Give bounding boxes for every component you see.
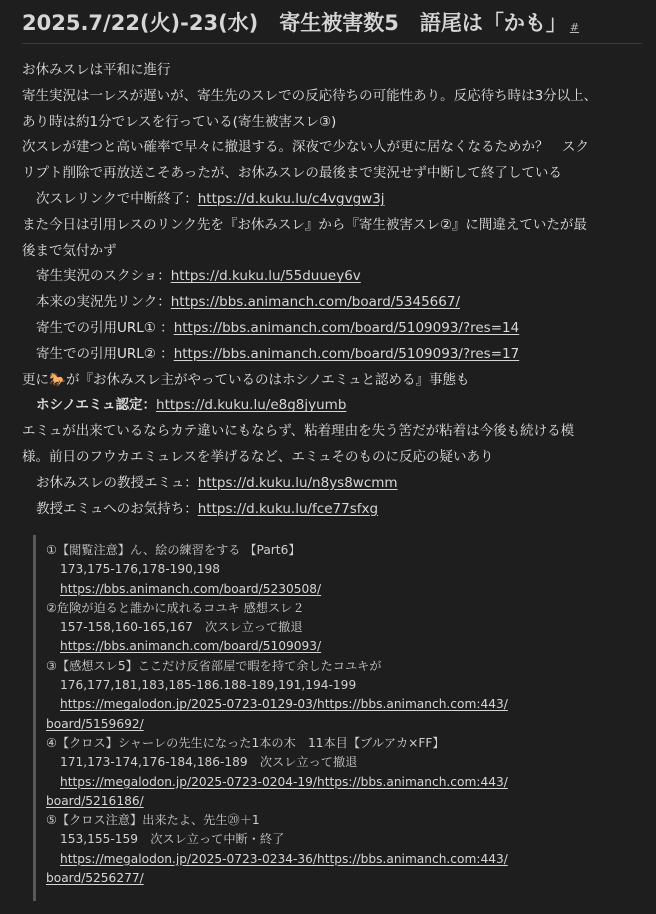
body-line: また今日は引用レスのリンク先を『お休みスレ』から『寄生被害スレ②』に間違えていたが最 <box>22 216 587 233</box>
body-line: あり時は約1分でレスを行っている(寄生被害スレ③) <box>22 113 337 130</box>
hoshino-emu-label: ホシノエミュ認定： <box>36 397 157 414</box>
professor-emu-link[interactable]: https://d.kuku.lu/n8ys8wcmm <box>197 474 398 491</box>
quote-url-1-link[interactable]: https://bbs.animanch.com/board/5109093/?res=14 <box>173 319 520 336</box>
thread-3-title: ③【感想スレ5】ここだけ反省部屋で暇を持て余したコユキが <box>46 658 382 673</box>
thread-4-link[interactable]: https://megalodon.jp/2025-0723-0204-19/https://bbs.animanch.com:443/ <box>60 774 508 789</box>
permalink-anchor[interactable]: # <box>569 21 580 34</box>
professor-emu-label: お休みスレの教授エミュ： <box>36 474 198 491</box>
thread-2-title: ②危険が迫ると誰かに成れるコユキ 感想スレ２ <box>46 600 305 615</box>
body-line: 次スレが建つと高い確率で早々に撤退する。深夜で少ない人が更に居なくなるためか？ スク <box>22 139 589 156</box>
quote-url-2-row <box>22 342 638 368</box>
thread-5-link-cont[interactable]: board/5256277/ <box>46 871 144 886</box>
thread-4-res-numbers: 171,173-174,176-184,186-189 次スレ立って撤退 <box>60 755 358 770</box>
original-thread-link[interactable]: https://bbs.animanch.com/board/5345667/ <box>170 294 461 311</box>
body-line-suffix: が『お休みスレ主がやっているのはホシノエミュと認める』事態も <box>66 371 470 388</box>
next-thread-link[interactable]: https://d.kuku.lu/c4vgvgw3j <box>197 190 385 207</box>
thread-5-res-numbers: 153,155-159 次スレ立って中断・終了 <box>60 832 285 847</box>
body-line: エミュが出来ているならカテ違いにもならず、粘着理由を失う筈だが粘着は今後も続ける模 <box>22 423 575 440</box>
victim-threads-blockquote <box>33 535 633 901</box>
thread-1-title: ①【閲覧注意】ん、絵の練習をする 【Part6】 <box>46 543 301 557</box>
hoshino-emu-row <box>22 393 638 419</box>
next-thread-row <box>22 187 638 213</box>
body-line: 後まで気付かず <box>22 242 117 259</box>
screenshot-row <box>22 264 638 290</box>
professor-emu-row <box>22 471 638 497</box>
horse-icon: 🐎 <box>49 371 66 388</box>
quote-url-1-label: 寄生での引用URL① ： <box>36 319 174 336</box>
thread-3-res-numbers: 176,177,181,183,185-186.188-189,191,194-199 <box>60 678 357 693</box>
feelings-row <box>22 497 638 523</box>
thread-2-res-numbers: 157-158,160-165,167 次スレ立って撤退 <box>60 620 303 635</box>
body-line: 様。前日のフウカエミュレスを挙げるなど、エミュそのものに反応の疑いあり <box>22 448 494 465</box>
quote-url-2-link[interactable]: https://bbs.animanch.com/board/5109093/?res=17 <box>173 345 520 362</box>
original-thread-row <box>22 290 638 316</box>
thread-5-link[interactable]: https://megalodon.jp/2025-0723-0234-36/https://bbs.animanch.com:443/ <box>60 851 508 866</box>
body-line <box>22 368 638 394</box>
page-title-text: 2025.7/22(火)-23(水) 寄生被害数5 語尾は「かも」 <box>22 11 567 35</box>
hoshino-emu-link[interactable]: https://d.kuku.lu/e8g8jyumb <box>156 397 347 414</box>
body-line-prefix: 更に <box>22 371 49 388</box>
screenshot-link[interactable]: https://d.kuku.lu/55duuey6v <box>170 268 361 285</box>
body-line: 寄生実況は一レスが遅いが、寄生先のスレでの反応待ちの可能性あり。反応待ち時は3分以上、 <box>22 87 598 104</box>
body-line: リプト削除で再放送こそあったが、お休みスレの最後まで実況せず中断して終了している <box>22 165 562 182</box>
thread-1-res-numbers: 173,175-176,178-190,198 <box>60 562 220 577</box>
feelings-link[interactable]: https://d.kuku.lu/fce77sfxg <box>197 500 379 517</box>
thread-4-title: ④【クロス】シャーレの先生になった1本の木 11本目【ブルアカ×FF】 <box>46 735 445 750</box>
body-line: お休みスレは平和に進行 <box>22 62 171 78</box>
thread-4-link-cont[interactable]: board/5216186/ <box>46 793 144 808</box>
thread-3-link[interactable]: https://megalodon.jp/2025-0723-0129-03/https://bbs.animanch.com:443/ <box>60 697 508 712</box>
thread-3-link-cont[interactable]: board/5159692/ <box>46 716 144 731</box>
next-thread-label: 次スレリンクで中断終了： <box>36 190 198 207</box>
thread-2-link[interactable]: https://bbs.animanch.com/board/5109093/ <box>60 639 322 654</box>
quote-url-2-label: 寄生での引用URL② ： <box>36 345 174 362</box>
thread-1-link[interactable]: https://bbs.animanch.com/board/5230508/ <box>60 581 322 596</box>
page-title <box>22 8 642 44</box>
article-body <box>22 58 638 522</box>
feelings-label: 教授エミュへのお気持ち： <box>36 500 198 517</box>
thread-5-title: ⑤【クロス注意】出来たよ、先生⑳＋1 <box>46 813 260 828</box>
screenshot-label: 寄生実況のスクショ： <box>36 268 171 285</box>
original-thread-label: 本来の実況先リンク： <box>36 294 171 311</box>
quote-url-1-row <box>22 316 638 342</box>
